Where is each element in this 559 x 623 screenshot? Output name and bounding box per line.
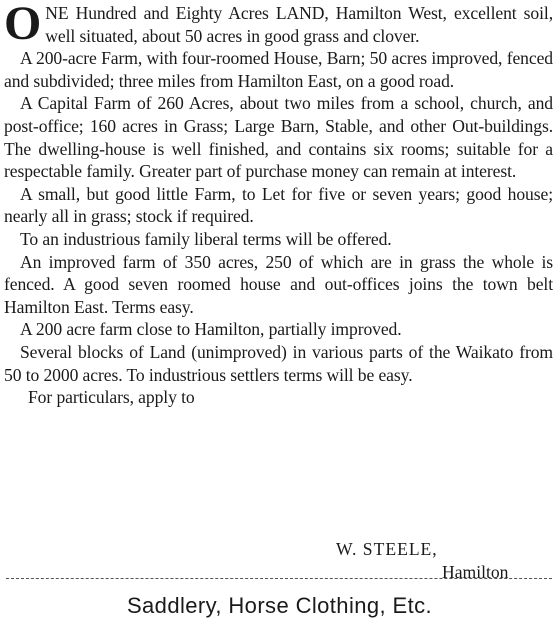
advert-paragraph-8: Several blocks of Land (unimproved) in various parts of the Waikato from 50 to 2000 acres. To industrious settlers terms will be easy. [4,341,553,385]
advert-paragraph-3: A Capital Farm of 260 Acres, about two miles from a school, church, and post-office; 160 acres in Grass; Large Barn, Stable, and other Out-buildings. The dwelling-house is well finished, and contains six rooms; suitable for a respectable family. Greater part of purchase money can remain at interest. [4,93,553,182]
land-advertisement [4,2,553,409]
advert-apply-line: For particulars, apply to [28,387,195,408]
advert-paragraph-1 [4,0,553,50]
advertiser-name: W. STEELE, [336,539,438,559]
paragraph-text: NE Hundred and Eighty Acres LAND, Hamilton West, excellent soil, well situated, about 50 acres in good grass and clover. [45,3,553,46]
advert-paragraph-6: An improved farm of 350 acres, 250 of which are in grass the whole is fenced. A good seven roomed house and out-offices joins the town belt Hamilton East. Terms easy. [4,251,553,317]
advert-paragraph-7: A 200 acre farm close to Hamilton, partially improved. [20,319,402,340]
drop-cap: O [4,0,42,50]
next-advert-heading: Saddlery, Horse Clothing, Etc. [126,593,433,618]
advert-paragraph-2: A 200-acre Farm, with four-roomed House, Barn; 50 acres improved, fenced and subdivided; three miles from Hamilton East, on a good road. [4,48,553,91]
advertiser-signature [336,538,536,583]
advertiser-location: Hamilton [442,561,509,582]
column-divider [6,578,552,579]
advert-paragraph-5: To an industrious family liberal terms will be offered. [20,228,392,249]
advert-paragraph-4: A small, but good little Farm, to Let for five or seven years; good house; nearly all in grass; stock if required. [4,183,553,227]
